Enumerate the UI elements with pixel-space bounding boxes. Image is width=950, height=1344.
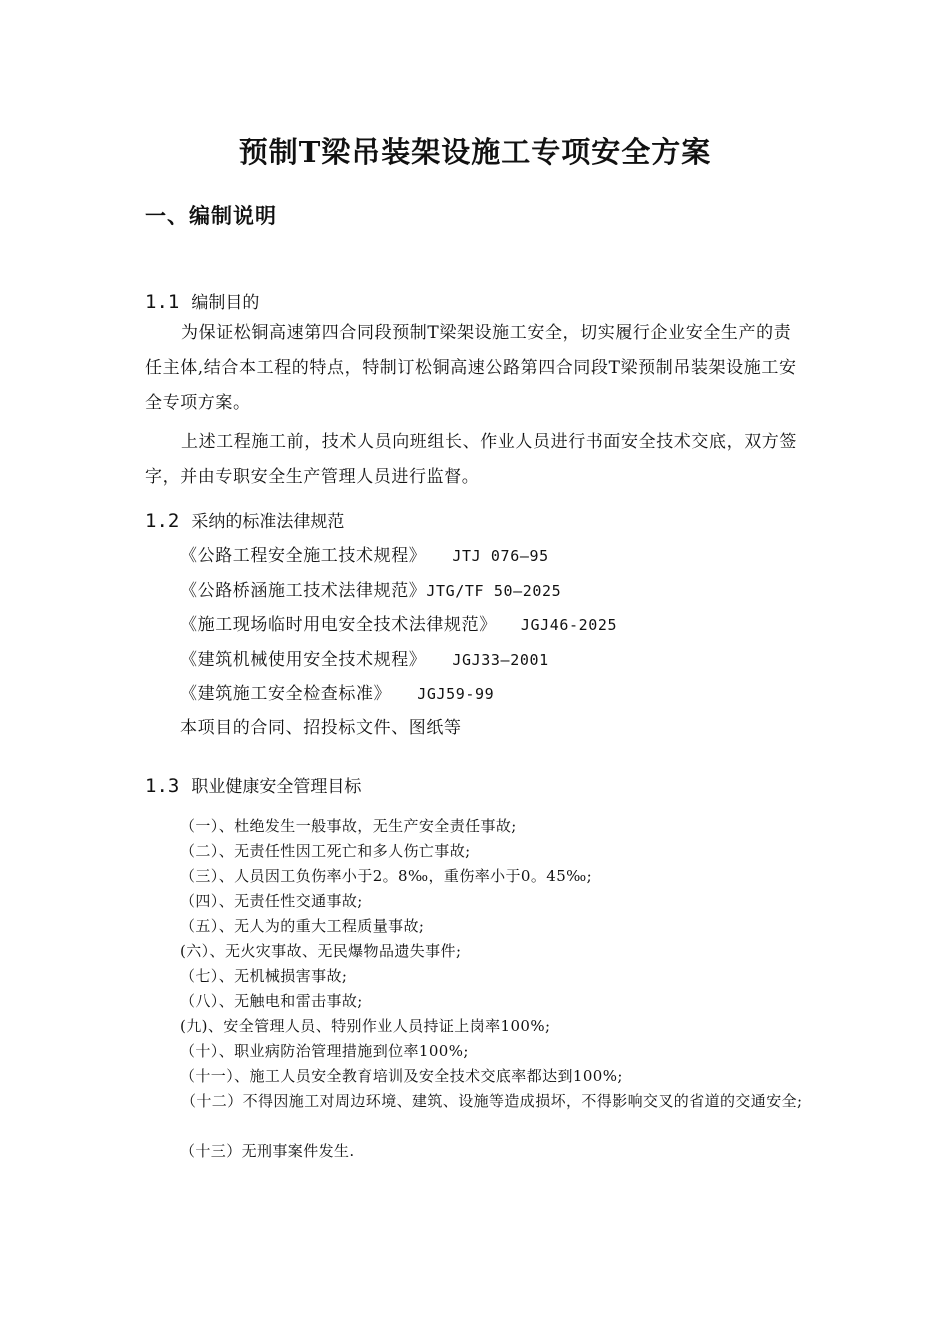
goal-item: （十）、职业病防治管理措施到位率100%;: [180, 1042, 469, 1060]
standard-item: [180, 645, 549, 670]
subsection-label: 编制目的: [191, 293, 260, 313]
document-title: 预制T梁吊装架设施工专项安全方案: [238, 135, 712, 169]
standard-code: JTG/TF 50—2025: [426, 582, 562, 600]
standard-item: [180, 576, 561, 601]
subsection-number: 1.3: [145, 775, 180, 797]
subsection-1-1: [145, 288, 259, 313]
section-heading-1: 一、编制说明: [145, 203, 277, 228]
goal-item: （八）、无触电和雷击事故;: [180, 992, 363, 1010]
goal-item: （十三）无刑事案件发生.: [180, 1142, 355, 1160]
subsection-1-3: [145, 772, 361, 797]
goal-item: （四）、无责任性交通事故;: [180, 892, 363, 910]
goal-item-wrapped: （十二）不得因施工对周边环境、建筑、设施等造成损坏，不得影响交叉的省道的交通安全;: [181, 1092, 803, 1110]
goal-item: (九)、安全管理人员、特别作业人员持证上岗率100%;: [180, 1017, 551, 1035]
standard-code: JGJ46-2025: [520, 616, 618, 634]
standard-item: [180, 713, 462, 738]
subsection-1-2: [145, 507, 344, 532]
subsection-number: 1.2: [145, 510, 180, 532]
subsection-label: 职业健康安全管理目标: [191, 777, 362, 797]
standard-code: JGJ59-99: [417, 685, 495, 703]
standard-name: 《建筑施工安全检查标准》: [180, 684, 392, 704]
goal-item: （五）、无人为的重大工程质量事故;: [180, 917, 425, 935]
goal-item: （七）、无机械损害事故;: [180, 967, 348, 985]
paragraph-purpose: 为保证松铜高速第四合同段预制T梁架设施工安全，切实履行企业安全生产的责任主体,结合本工程的特点，特制订松铜高速公路第四合同段T梁预制吊装架设施工安全专项方案。: [145, 323, 797, 413]
standard-code: JTJ 076—95: [452, 547, 549, 565]
subsection-label: 采纳的标准法律规范: [191, 512, 345, 532]
standard-item: [180, 679, 494, 704]
standard-item: [180, 541, 549, 566]
goal-item: （十一）、施工人员安全教育培训及安全技术交底率都达到100%;: [180, 1067, 623, 1085]
standard-name: 《施工现场临时用电安全技术法律规范》: [180, 615, 497, 635]
goal-item: （二）、无责任性因工死亡和多人伤亡事故;: [180, 842, 471, 860]
standard-code: JGJ33—2001: [452, 651, 549, 669]
goal-item: （三）、人员因工负伤率小于2。8‰，重伤率小于0。45‰;: [180, 867, 593, 885]
standard-name: 本项目的合同、招投标文件、图纸等: [180, 718, 462, 738]
standard-name: 《建筑机械使用安全技术规程》: [180, 650, 427, 670]
goal-item: （一）、杜绝发生一般事故，无生产安全责任事故;: [180, 817, 517, 835]
paragraph-disclosure: 上述工程施工前，技术人员向班组长、作业人员进行书面安全技术交底，双方签字，并由专职安全生产管理人员进行监督。: [145, 432, 797, 487]
goal-item: (六）、无火灾事故、无民爆物品遗失事件;: [180, 942, 462, 960]
standard-name: 《公路工程安全施工技术规程》: [180, 546, 427, 566]
standard-name: 《公路桥涵施工技术法律规范》: [180, 581, 427, 601]
subsection-number: 1.1: [145, 291, 180, 313]
standard-item: [180, 610, 617, 635]
